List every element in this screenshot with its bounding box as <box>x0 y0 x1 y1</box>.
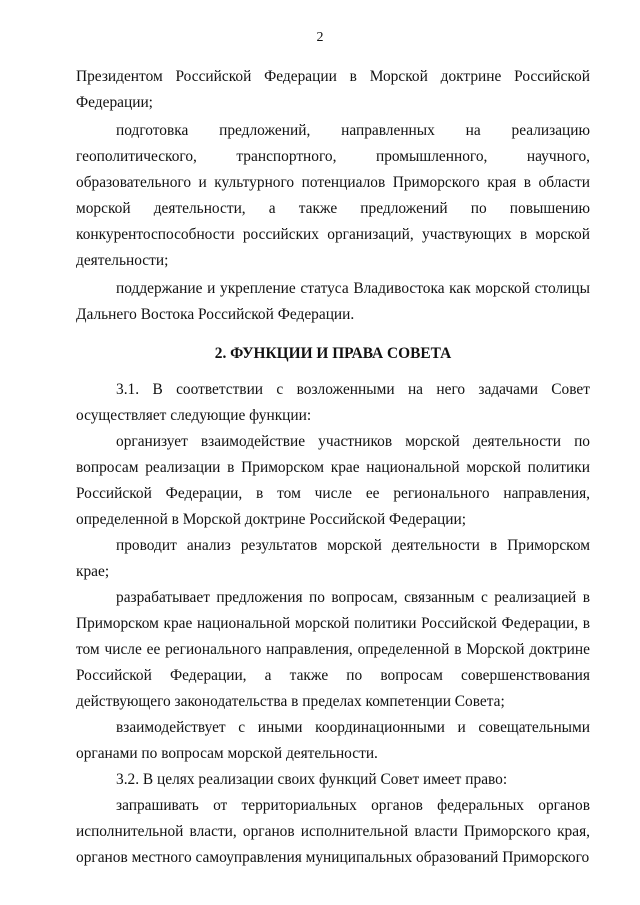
paragraph: 3.1. В соответствии с возложенными на него задачами Совет осуществляет следующие функции: <box>76 381 590 424</box>
paragraph: взаимодействует с иными координационными и совещательными органами по вопросам морской деятельности. <box>76 719 590 762</box>
paragraph: запрашивать от территориальных органов федеральных органов исполнительной власти, органов исполнительной власти Приморского края, органов местного самоуправления муниципальных образований Приморского <box>76 797 590 866</box>
paragraph: поддержание и укрепление статуса Владивостока как морской столицы Дальнего Востока Российской Федерации. <box>76 280 590 323</box>
page-number: 2 <box>316 30 324 45</box>
section-heading: 2. ФУНКЦИИ И ПРАВА СОВЕТА <box>214 345 452 362</box>
document-body <box>76 64 590 871</box>
paragraph: организует взаимодействие участников морской деятельности по вопросам реализации в Приморском крае национальной морской политики Российской Федерации, в том числе ее регионального направления, определенной в Морской доктрине Российской Федерации; <box>76 433 590 528</box>
paragraph: 3.2. В целях реализации своих функций Совет имеет право: <box>116 771 508 788</box>
paragraph: разрабатывает предложения по вопросам, связанным с реализацией в Приморском крае национальной морской политики Российской Федерации, в том числе ее регионального направления, определенной в Морской доктрине Российской Федерации, а также по вопросам совершенствования действующего законодательства в пределах компетенции Совета; <box>76 589 590 710</box>
paragraph: подготовка предложений, направленных на реализацию геополитического, транспортного, промышленного, научного, образовательного и культурного потенциалов Приморского края в области морской деятельности, а также предложений по повышению конкурентоспособности российских организаций, участвующих в морской деятельности; <box>76 122 590 269</box>
paragraph: Президентом Российской Федерации в Морской доктрине Российской Федерации; <box>76 68 590 111</box>
paragraph: проводит анализ результатов морской деятельности в Приморском крае; <box>76 537 590 580</box>
